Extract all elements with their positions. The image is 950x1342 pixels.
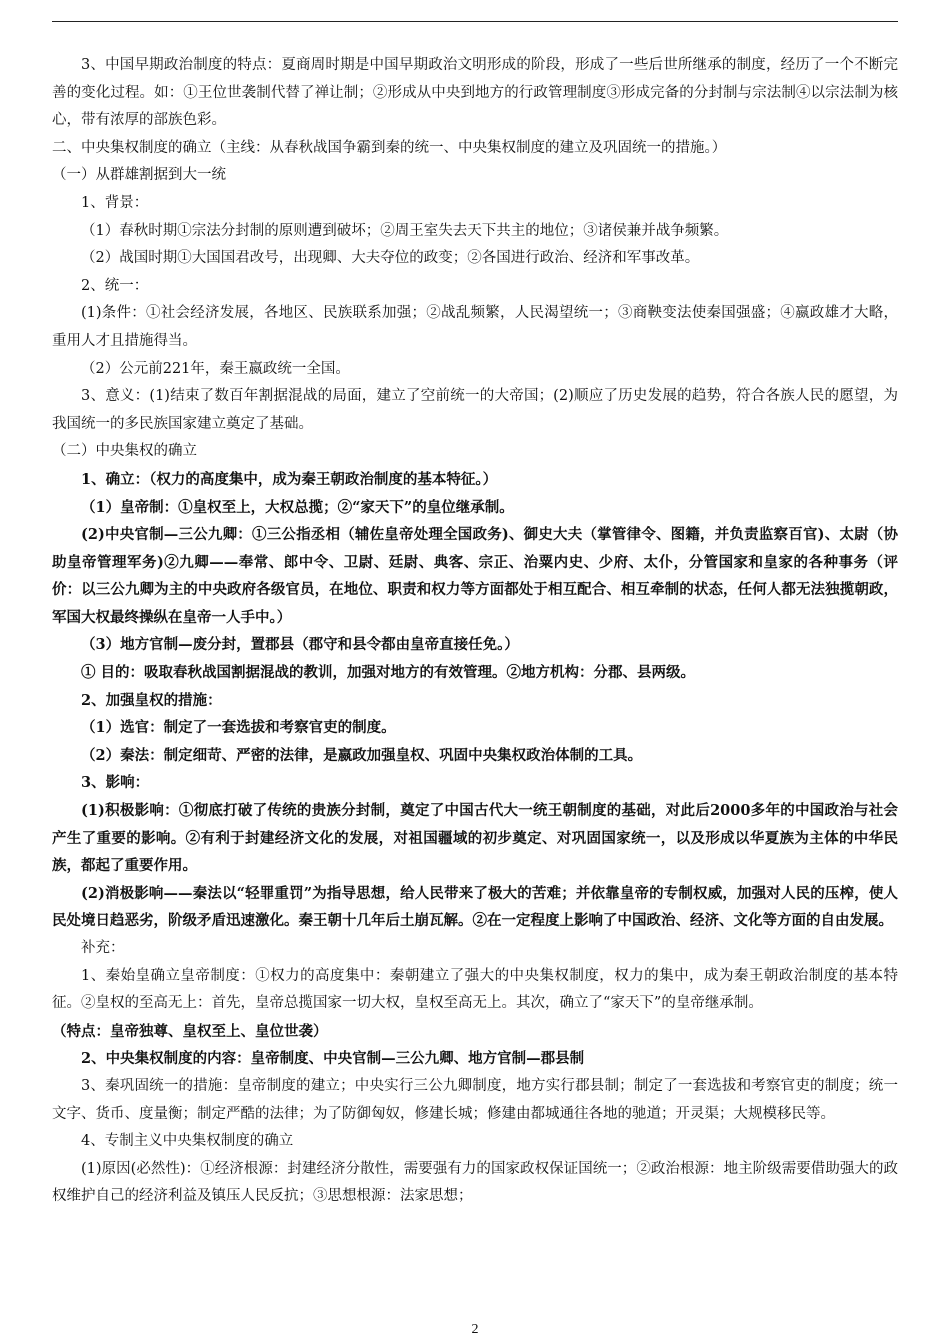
paragraph: 1、背景： xyxy=(81,194,149,211)
paragraph: （1）皇帝制：①皇权至上，大权总揽；②“家天下”的皇位继承制。 xyxy=(81,498,514,516)
paragraph: (2)消极影响——秦法以“轻罪重罚”为指导思想，给人民带来了极大的苦难；并依靠皇帝的专制权威，加强对人民的压榨，使人民处境日趋恶劣，阶级矛盾迅速激化。秦王朝十几年后土崩瓦解。②在一定程度上影响了中国政治、经济、文化等方面的自由发展。 xyxy=(52,884,898,930)
paragraph: (1)条件：①社会经济发展，各地区、民族联系加强；②战乱频繁，人民渴望统一；③商鞅变法使秦国强盛；④嬴政雄才大略，重用人才且措施得当。 xyxy=(52,305,898,349)
paragraph: （二）中央集权的确立 xyxy=(52,443,197,460)
page-number: 2 xyxy=(471,1322,479,1337)
paragraph: 2、统一： xyxy=(81,277,149,294)
paragraph: 4、专制主义中央集权制度的确立 xyxy=(81,1133,294,1150)
paragraph: (2)中央官制—三公九卿：①三公指丞相（辅佐皇帝处理全国政务)、御史大夫（掌管律令、图籍，并负责监察百官)、太尉（协助皇帝管理军务)②九卿——奉常、郎中令、卫尉、廷尉、典客、宗正、治粟内史、少府、太仆，分管国家和皇家的各种事务（评价：以三公九卿为主的中央政府各级官员，在地位、职责和权力等方面都处于相互配合、相互牵制的状态，任何人都无法独揽朝政，军国大权最终操纵在皇帝一人手中。） xyxy=(52,526,898,626)
paragraph: ① 目的：吸取春秋战国割据混战的教训，加强对地方的有效管理。②地方机构：分郡、县两级。 xyxy=(81,664,696,682)
paragraph: （特点：皇帝独尊、皇权至上、皇位世袭） xyxy=(52,1022,328,1040)
paragraph: 2、加强皇权的措施： xyxy=(81,691,222,709)
paragraph: 2、中央集权制度的内容：皇帝制度、中央官制—三公九卿、地方官制—郡县制 xyxy=(81,1050,585,1068)
paragraph: 二、中央集权制度的确立（主线：从春秋战国争霸到秦的统一、中央集权制度的建立及巩固统一的措施。） xyxy=(52,139,727,156)
paragraph: 1、确立：（权力的高度集中，成为秦王朝政治制度的基本特征。） xyxy=(81,470,498,488)
paragraph: （一）从群雄割据到大一统 xyxy=(52,167,226,184)
paragraph: 补充： xyxy=(81,940,125,956)
paragraph: (1)原因(必然性)：①经济根源：封建经济分散性，需要强有力的国家政权保证国统一；②政治根源：地主阶级需要借助强大的政权维护自己的经济利益及镇压人民反抗；③思想根源：法家思想； xyxy=(52,1160,898,1205)
paragraph: 3、秦巩固统一的措施：皇帝制度的建立；中央实行三公九卿制度，地方实行郡县制；制定了一套选拔和考察官吏的制度；统一文字、货币、度量衡；制定严酷的法律；为了防御匈奴，修建长城；修建由都城通往各地的驰道；开灵渠；大规模移民等。 xyxy=(52,1077,898,1122)
paragraph: 3、中国早期政治制度的特点：夏商周时期是中国早期政治文明形成的阶段，形成了一些后世所继承的制度，经历了一个不断完善的变化过程。如：①王位世袭制代替了禅让制；②形成从中央到地方的行政管理制度③形成完备的分封制与宗法制④以宗法制为核心，带有浓厚的部族色彩。 xyxy=(52,57,898,129)
header-rule xyxy=(52,21,898,22)
paragraph: (1)积极影响：①彻底打破了传统的贵族分封制，奠定了中国古代大一统王朝制度的基础，对此后2000多年的中国政治与社会产生了重要的影响。②有利于封建经济文化的发展，对祖国疆域的初步奠定、对巩固国家统一，以及形成以华夏族为主体的中华民族，都起了重要作用。 xyxy=(52,802,898,875)
paragraph: （2）公元前221年，秦王嬴政统一全国。 xyxy=(81,360,350,377)
paragraph: （2）秦法：制定细苛、严密的法律，是嬴政加强皇权、巩固中央集权政治体制的工具。 xyxy=(81,746,643,764)
paragraph: 3、影响： xyxy=(81,774,150,792)
paragraph: （3）地方官制—废分封，置郡县（郡守和县令都由皇帝直接任免。） xyxy=(81,636,519,654)
paragraph: 1、秦始皇确立皇帝制度：①权力的高度集中：秦朝建立了强大的中央集权制度，权力的集中，成为秦王朝政治制度的基本特征。②皇权的至高无上：首先，皇帝总揽国家一切大权，皇权至高无上。其次，确立了“家天下”的皇帝继承制。 xyxy=(52,967,898,1012)
paragraph: （1）春秋时期①宗法分封制的原则遭到破坏；②周王室失去天下共主的地位；③诸侯兼并战争频繁。 xyxy=(81,222,729,239)
paragraph: （2）战国时期①大国国君改号，出现卿、大夫夺位的政变；②各国进行政治、经济和军事改革。 xyxy=(81,250,700,267)
paragraph: 3、意义：(1)结束了数百年割据混战的局面，建立了空前统一的大帝国；(2)顺应了历史发展的趋势，符合各族人民的愿望，为我国统一的多民族国家建立奠定了基础。 xyxy=(52,388,898,432)
paragraph: （1）选官：制定了一套选拔和考察官吏的制度。 xyxy=(81,719,396,737)
document-body xyxy=(52,52,898,1211)
